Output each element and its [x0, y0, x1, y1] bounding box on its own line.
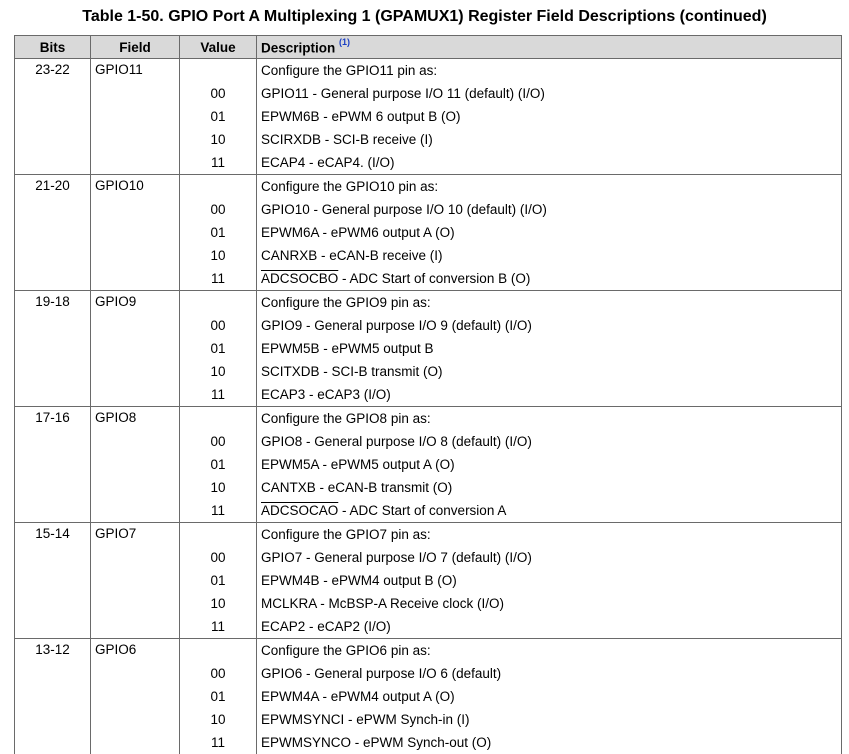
description-cell [257, 128, 842, 151]
table-row [15, 291, 842, 315]
description-text: GPIO9 - General purpose I/O 9 (default) (I/O) [261, 318, 532, 333]
description-cell [257, 105, 842, 128]
configure-text: Configure the GPIO6 pin as: [257, 639, 842, 663]
field-cell: GPIO11 [91, 59, 180, 175]
field-cell: GPIO10 [91, 175, 180, 291]
value-cell: 00 [180, 662, 257, 685]
bits-cell: 15-14 [15, 523, 91, 639]
description-text: CANRXB - eCAN-B receive (I) [261, 248, 443, 263]
description-text: GPIO6 - General purpose I/O 6 (default) [261, 666, 501, 681]
description-text: GPIO11 - General purpose I/O 11 (default) (I/O) [261, 86, 545, 101]
value-cell [180, 639, 257, 663]
description-text: GPIO10 - General purpose I/O 10 (default) (I/O) [261, 202, 547, 217]
description-cell [257, 499, 842, 523]
value-cell: 01 [180, 453, 257, 476]
description-text: GPIO8 - General purpose I/O 8 (default) (I/O) [261, 434, 532, 449]
description-text: EPWMSYNCI - ePWM Synch-in (I) [261, 712, 470, 727]
table-row [15, 639, 842, 663]
description-text: EPWM6A - ePWM6 output A (O) [261, 225, 455, 240]
table-row [15, 175, 842, 199]
active-low-signal-name: ADCSOCBO [261, 271, 338, 286]
bits-cell: 13-12 [15, 639, 91, 754]
table-title: Table 1-50. GPIO Port A Multiplexing 1 (GPAMUX1) Register Field Descriptions (continued) [0, 8, 849, 26]
description-text: - ADC Start of conversion A [338, 503, 506, 518]
description-text: GPIO7 - General purpose I/O 7 (default) (I/O) [261, 550, 532, 565]
description-text: SCIRXDB - SCI-B receive (I) [261, 132, 433, 147]
description-text: ECAP3 - eCAP3 (I/O) [261, 387, 391, 402]
description-cell [257, 615, 842, 639]
value-cell: 11 [180, 151, 257, 175]
description-text: SCITXDB - SCI-B transmit (O) [261, 364, 443, 379]
header-description [257, 36, 842, 59]
table-row [15, 59, 842, 83]
value-cell [180, 175, 257, 199]
value-cell [180, 523, 257, 547]
configure-text: Configure the GPIO10 pin as: [257, 175, 842, 199]
description-text: EPWM4A - ePWM4 output A (O) [261, 689, 455, 704]
value-cell: 10 [180, 592, 257, 615]
value-cell [180, 291, 257, 315]
value-cell: 01 [180, 569, 257, 592]
value-cell: 01 [180, 685, 257, 708]
description-cell [257, 592, 842, 615]
value-cell: 00 [180, 82, 257, 105]
description-cell [257, 662, 842, 685]
description-cell [257, 430, 842, 453]
description-cell [257, 337, 842, 360]
footnote-link[interactable]: (1) [339, 37, 350, 47]
header-value: Value [180, 36, 257, 59]
header-row [15, 36, 842, 59]
value-cell: 00 [180, 546, 257, 569]
value-cell: 00 [180, 314, 257, 337]
value-cell: 10 [180, 360, 257, 383]
description-cell [257, 685, 842, 708]
value-cell: 11 [180, 615, 257, 639]
field-cell: GPIO6 [91, 639, 180, 754]
description-text: EPWM5B - ePWM5 output B [261, 341, 434, 356]
field-cell: GPIO9 [91, 291, 180, 407]
value-cell: 10 [180, 128, 257, 151]
description-cell [257, 244, 842, 267]
description-text: ECAP2 - eCAP2 (I/O) [261, 619, 391, 634]
description-text: - ADC Start of conversion B (O) [338, 271, 530, 286]
description-cell [257, 569, 842, 592]
description-text: EPWM4B - ePWM4 output B (O) [261, 573, 457, 588]
value-cell: 11 [180, 383, 257, 407]
value-cell [180, 407, 257, 431]
value-cell: 01 [180, 221, 257, 244]
value-cell: 00 [180, 430, 257, 453]
configure-text: Configure the GPIO7 pin as: [257, 523, 842, 547]
table-row [15, 523, 842, 547]
description-cell [257, 360, 842, 383]
bits-cell: 19-18 [15, 291, 91, 407]
table-row [15, 407, 842, 431]
header-description-label: Description [261, 40, 335, 55]
description-cell [257, 151, 842, 175]
value-cell: 10 [180, 244, 257, 267]
description-text: CANTXB - eCAN-B transmit (O) [261, 480, 452, 495]
configure-text: Configure the GPIO8 pin as: [257, 407, 842, 431]
bits-cell: 23-22 [15, 59, 91, 175]
register-field-table [14, 35, 842, 754]
description-cell [257, 82, 842, 105]
description-cell [257, 314, 842, 337]
description-cell [257, 383, 842, 407]
description-text: EPWM6B - ePWM 6 output B (O) [261, 109, 461, 124]
value-cell: 00 [180, 198, 257, 221]
bits-cell: 21-20 [15, 175, 91, 291]
description-cell [257, 453, 842, 476]
value-cell: 10 [180, 476, 257, 499]
description-cell [257, 267, 842, 291]
bits-cell: 17-16 [15, 407, 91, 523]
active-low-signal-name: ADCSOCAO [261, 503, 338, 518]
configure-text: Configure the GPIO11 pin as: [257, 59, 842, 83]
value-cell: 11 [180, 499, 257, 523]
description-text: ECAP4 - eCAP4. (I/O) [261, 155, 395, 170]
description-cell [257, 708, 842, 731]
description-text: MCLKRA - McBSP-A Receive clock (I/O) [261, 596, 504, 611]
header-field: Field [91, 36, 180, 59]
value-cell [180, 59, 257, 83]
configure-text: Configure the GPIO9 pin as: [257, 291, 842, 315]
description-cell [257, 546, 842, 569]
value-cell: 11 [180, 731, 257, 754]
description-cell [257, 476, 842, 499]
header-bits: Bits [15, 36, 91, 59]
description-cell [257, 221, 842, 244]
value-cell: 10 [180, 708, 257, 731]
description-cell [257, 198, 842, 221]
description-text: EPWMSYNCO - ePWM Synch-out (O) [261, 735, 491, 750]
description-text: EPWM5A - ePWM5 output A (O) [261, 457, 455, 472]
field-cell: GPIO8 [91, 407, 180, 523]
value-cell: 01 [180, 337, 257, 360]
value-cell: 11 [180, 267, 257, 291]
field-cell: GPIO7 [91, 523, 180, 639]
value-cell: 01 [180, 105, 257, 128]
table-body [15, 59, 842, 754]
